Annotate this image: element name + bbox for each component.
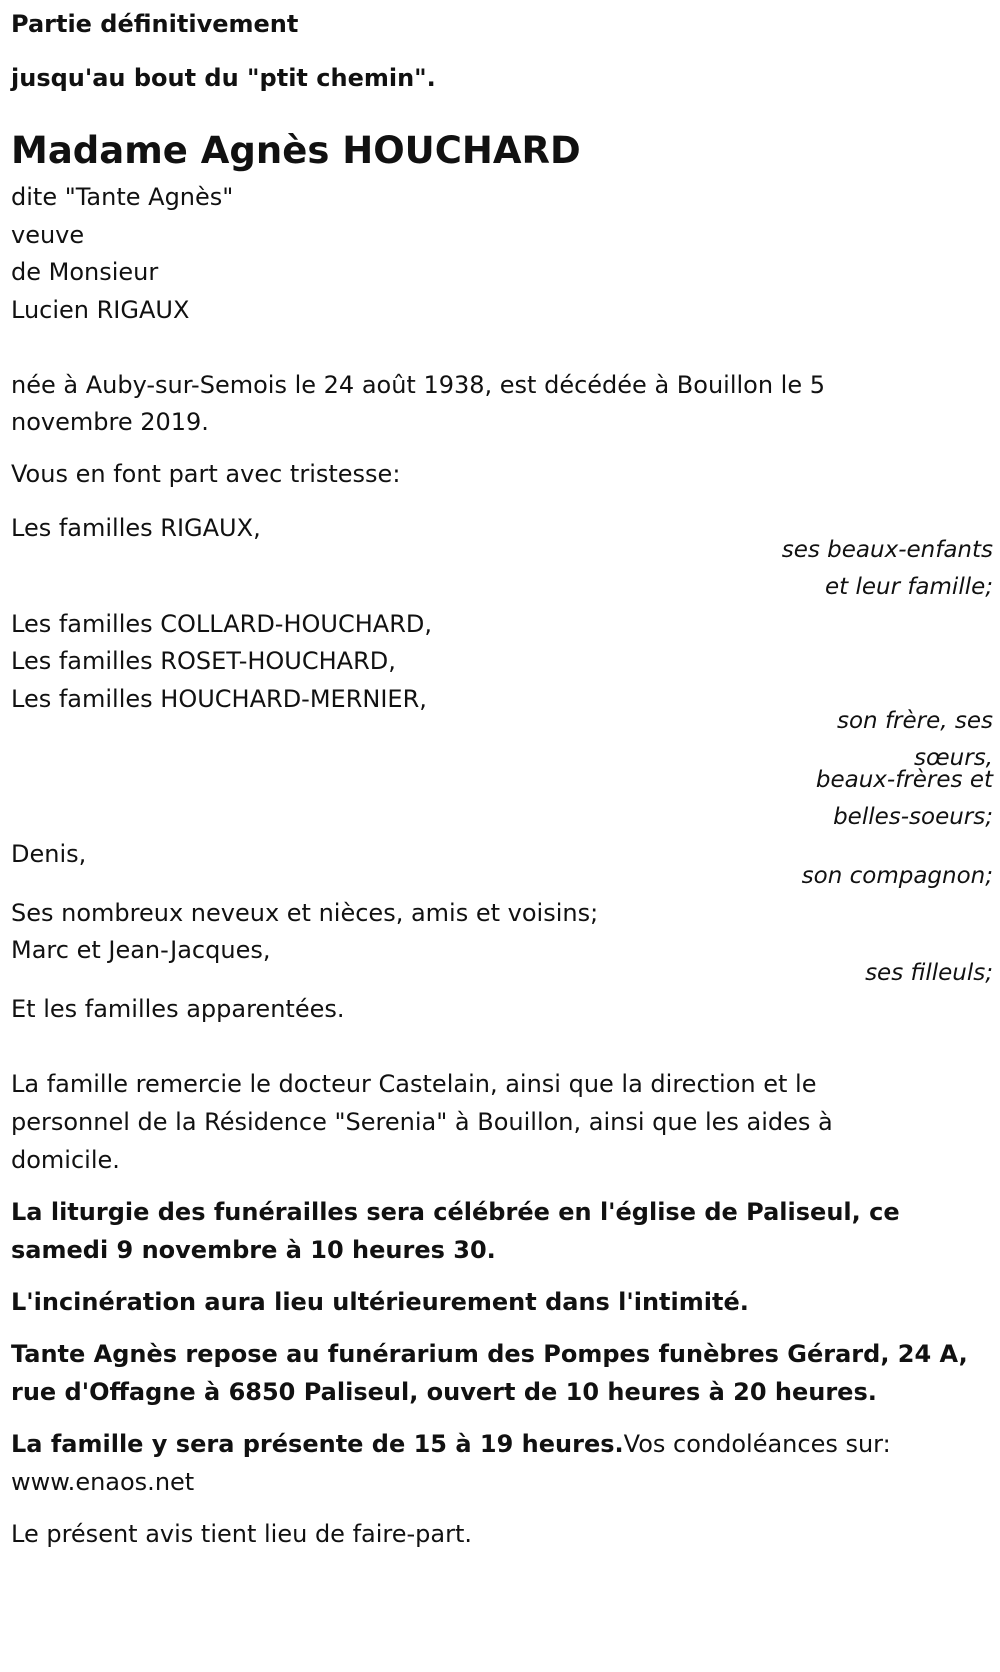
liturgy-line-1: La liturgie des funérailles sera célébrée en l'église de Paliseul, ce bbox=[11, 1198, 900, 1226]
family-relation: son compagnon; bbox=[801, 863, 993, 889]
condolences-label: Vos condoléances sur: bbox=[623, 1430, 891, 1458]
family-relation: beaux-frères et bbox=[815, 767, 993, 793]
family-relation: son frère, ses bbox=[837, 708, 993, 734]
deceased-status: veuve bbox=[11, 221, 85, 249]
family-relation: ses filleuls; bbox=[865, 960, 993, 986]
family-name: Ses nombreux neveux et nièces, amis et voisins; bbox=[11, 899, 599, 927]
deceased-name: Madame Agnès HOUCHARD bbox=[11, 129, 581, 172]
condolences-website[interactable]: www.enaos.net bbox=[11, 1468, 195, 1496]
liturgy-line-2: samedi 9 novembre à 10 heures 30. bbox=[11, 1236, 496, 1264]
presence-hours: La famille y sera présente de 15 à 19 heures. bbox=[11, 1430, 624, 1458]
family-name: Les familles HOUCHARD-MERNIER, bbox=[11, 685, 427, 713]
funerarium-line-1: Tante Agnès repose au funérarium des Pompes funèbres Gérard, 24 A, bbox=[11, 1340, 968, 1368]
family-relation: sœurs, bbox=[914, 745, 993, 771]
family-name: Et les familles apparentées. bbox=[11, 995, 345, 1023]
presence-line bbox=[11, 1424, 891, 1464]
birth-death-line-2: novembre 2019. bbox=[11, 408, 209, 436]
intro-line-1: Partie définitivement bbox=[11, 10, 299, 38]
family-relation: et leur famille; bbox=[824, 574, 993, 600]
funerarium-line-2: rue d'Offagne à 6850 Paliseul, ouvert de 10 heures à 20 heures. bbox=[11, 1378, 877, 1406]
family-name: Les familles RIGAUX, bbox=[11, 514, 261, 542]
intro-line-2: jusqu'au bout du "ptit chemin". bbox=[11, 64, 436, 92]
family-name: Denis, bbox=[11, 840, 87, 868]
family-name: Les familles COLLARD-HOUCHARD, bbox=[11, 610, 432, 638]
announcement: Vous en font part avec tristesse: bbox=[11, 460, 401, 488]
thanks-line-2: personnel de la Résidence "Serenia" à Bouillon, ainsi que les aides à bbox=[11, 1108, 833, 1136]
family-name: Les familles ROSET-HOUCHARD, bbox=[11, 647, 396, 675]
deceased-spouse: Lucien RIGAUX bbox=[11, 296, 190, 324]
deceased-of: de Monsieur bbox=[11, 258, 159, 286]
family-relation: belles-soeurs; bbox=[833, 804, 993, 830]
cremation-notice: L'incinération aura lieu ultérieurement dans l'intimité. bbox=[11, 1288, 749, 1316]
closing-note: Le présent avis tient lieu de faire-part. bbox=[11, 1520, 473, 1548]
thanks-line-3: domicile. bbox=[11, 1146, 120, 1174]
deceased-nickname: dite "Tante Agnès" bbox=[11, 183, 234, 211]
birth-death-line-1: née à Auby-sur-Semois le 24 août 1938, est décédée à Bouillon le 5 bbox=[11, 371, 826, 399]
family-name: Marc et Jean-Jacques, bbox=[11, 936, 271, 964]
thanks-line-1: La famille remercie le docteur Castelain, ainsi que la direction et le bbox=[11, 1070, 817, 1098]
family-relation: ses beaux-enfants bbox=[781, 537, 993, 563]
